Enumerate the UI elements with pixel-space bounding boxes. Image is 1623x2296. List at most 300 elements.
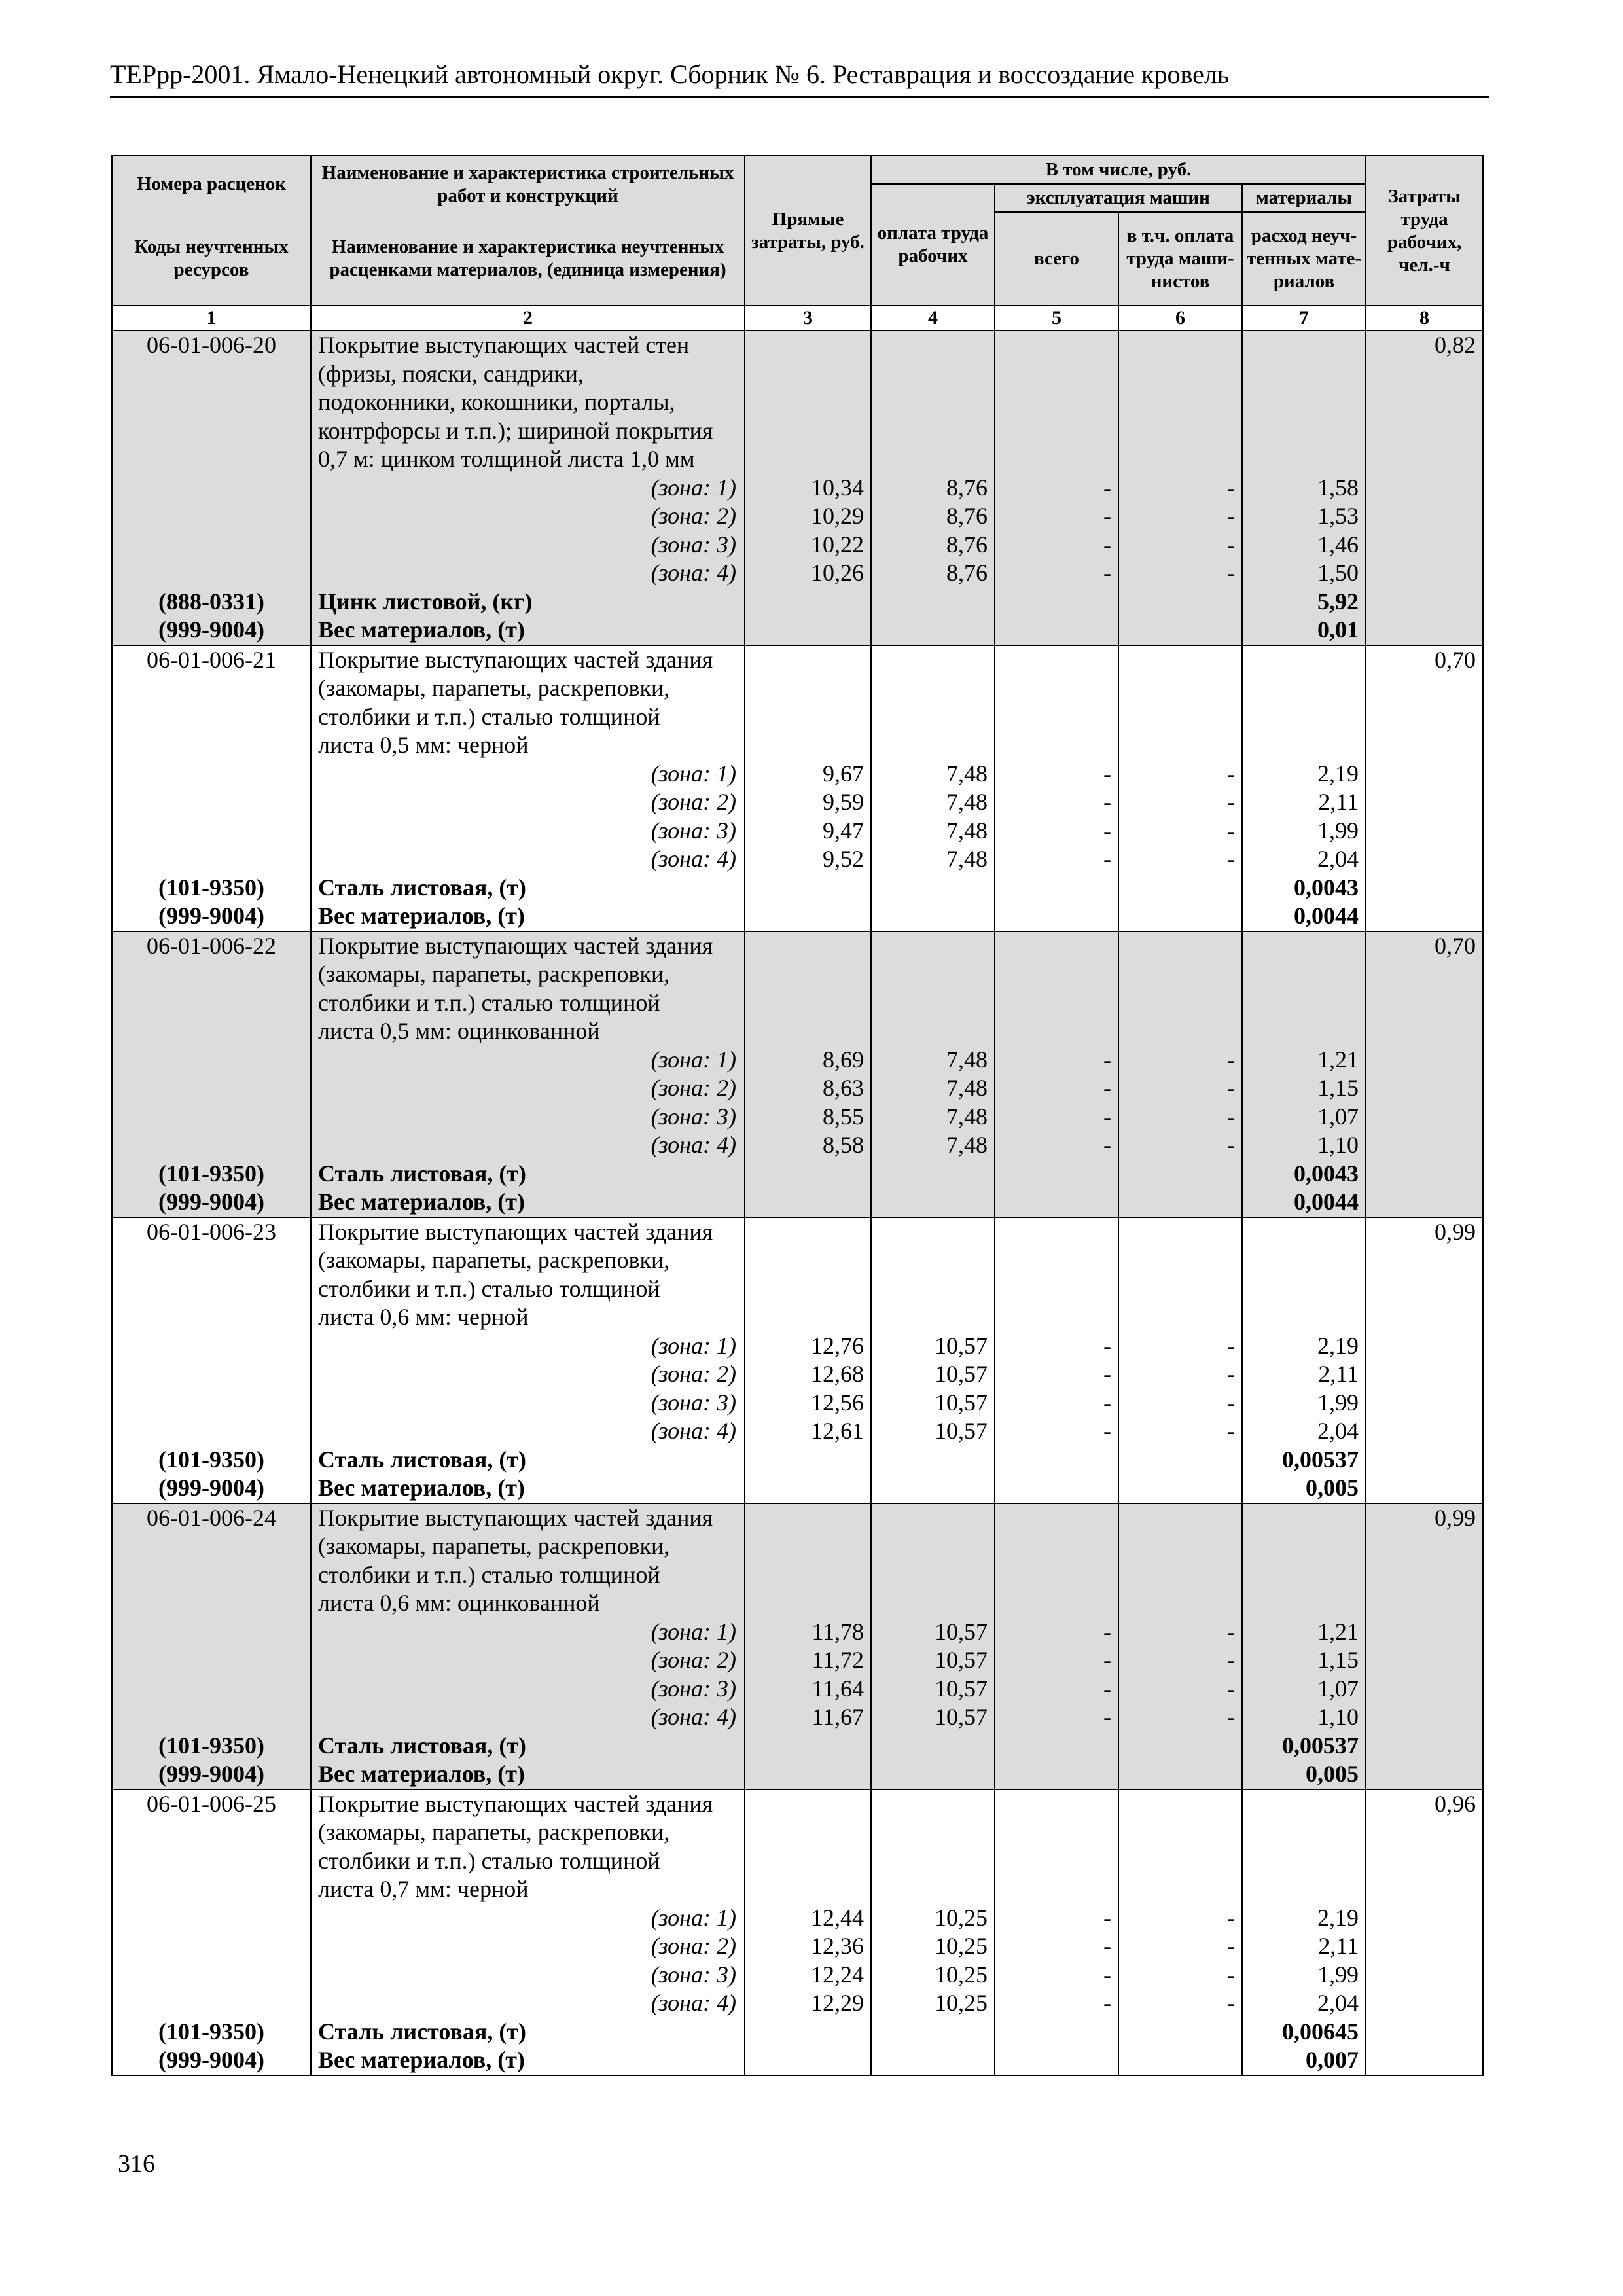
blank-line <box>872 1847 994 1876</box>
worker-pay-value: 8,76 <box>946 503 988 529</box>
worker-pay-value: 10,25 <box>935 1904 988 1931</box>
blank-line <box>113 731 310 760</box>
machinist-pay-value: - <box>1227 1618 1235 1645</box>
resource-quantity: 0,005 <box>1306 1475 1359 1501</box>
machinist-pay-value: - <box>1227 1933 1235 1959</box>
worker-pay-cell <box>871 1217 995 1503</box>
blank-line <box>1119 1017 1241 1046</box>
blank-line <box>745 1589 870 1618</box>
machines-value: - <box>1103 503 1111 529</box>
rate-code-cell <box>112 645 311 931</box>
blank-line <box>872 960 994 989</box>
rate-code-cell <box>112 1217 311 1503</box>
blank-line <box>745 1532 870 1561</box>
materials-value: 1,21 <box>1317 1046 1359 1073</box>
blank-line <box>995 588 1118 617</box>
work-description-line: листа 0,5 мм: оцинкованной <box>318 1018 600 1044</box>
direct-cost-cell <box>745 645 871 931</box>
resource-name: Сталь листовая, (т) <box>318 874 527 901</box>
machinist-pay-cell <box>1118 1217 1242 1503</box>
blank-line <box>995 1561 1118 1590</box>
blank-line <box>113 1046 310 1075</box>
resource-code: (101-9350) <box>158 1446 264 1473</box>
blank-line <box>872 1760 994 1789</box>
blank-line <box>1119 445 1241 474</box>
blank-line <box>1119 1732 1241 1761</box>
blank-line <box>1119 674 1241 703</box>
materials-cell <box>1242 331 1366 645</box>
blank-line <box>995 1188 1118 1217</box>
direct-cost-value: 12,76 <box>811 1332 864 1359</box>
work-description-line: 0,7 м: цинком толщиной листа 1,0 мм <box>318 446 695 472</box>
blank-line <box>1243 1275 1365 1304</box>
machines-value: - <box>1103 1933 1111 1959</box>
machinist-pay-value: - <box>1227 1361 1235 1387</box>
machinist-pay-cell <box>1118 1789 1242 2075</box>
blank-line <box>1243 1818 1365 1847</box>
work-description-line: (закомары, парапеты, раскреповки, <box>318 961 670 987</box>
direct-cost-value: 8,55 <box>823 1103 864 1130</box>
blank-line <box>1119 1188 1241 1217</box>
machinist-pay-value: - <box>1227 474 1235 501</box>
materials-value: 1,10 <box>1317 1132 1359 1158</box>
blank-line <box>872 674 994 703</box>
blank-line <box>113 1589 310 1618</box>
zone-label: (зона: 4) <box>651 1132 736 1158</box>
blank-line <box>872 2018 994 2047</box>
blank-line <box>872 1504 994 1533</box>
blank-line <box>1119 1504 1241 1533</box>
machinist-pay-value: - <box>1227 560 1235 586</box>
table-body <box>112 331 1483 2075</box>
zone-label: (зона: 3) <box>651 1961 736 1988</box>
worker-pay-value: 7,48 <box>946 1132 988 1158</box>
blank-line <box>1243 1532 1365 1561</box>
worker-pay-value: 10,25 <box>935 1990 988 2016</box>
work-description-line: Покрытие выступающих частей стен <box>318 332 690 358</box>
direct-cost-value: 8,58 <box>823 1132 864 1158</box>
blank-line <box>113 760 310 789</box>
blank-line <box>1119 1760 1241 1789</box>
worker-pay-value: 10,57 <box>935 1332 988 1359</box>
materials-value: 2,19 <box>1317 1904 1359 1931</box>
rate-code-cell <box>112 1503 311 1789</box>
materials-value: 2,04 <box>1317 1418 1359 1444</box>
resource-name: Сталь листовая, (т) <box>318 1446 527 1473</box>
blank-line <box>745 2018 870 2047</box>
machines-value: - <box>1103 817 1111 844</box>
work-description-line: подоконники, кокошники, порталы, <box>318 389 675 415</box>
blank-line <box>113 788 310 817</box>
header-labor-costs: Затраты труда рабочих, чел.-ч <box>1366 156 1483 306</box>
blank-line <box>113 1904 310 1933</box>
blank-line <box>745 1760 870 1789</box>
materials-value: 1,50 <box>1317 560 1359 586</box>
blank-line <box>1119 1446 1241 1475</box>
labor-cost-value: 0,82 <box>1435 332 1476 358</box>
blank-line <box>113 1360 310 1389</box>
blank-line <box>872 932 994 961</box>
work-description-line: листа 0,7 мм: черной <box>318 1876 529 1902</box>
header-rule <box>110 96 1489 98</box>
machinist-pay-value: - <box>1227 1046 1235 1073</box>
blank-line <box>872 1790 994 1819</box>
blank-line <box>745 616 870 645</box>
blank-line <box>113 1389 310 1418</box>
machines-value: - <box>1103 1132 1111 1158</box>
blank-line <box>872 1446 994 1475</box>
zone-label: (зона: 1) <box>651 1904 736 1931</box>
direct-cost-value: 9,67 <box>823 760 864 787</box>
column-number: 8 <box>1366 306 1483 331</box>
blank-line <box>1119 703 1241 732</box>
blank-line <box>872 1561 994 1590</box>
resource-name: Цинк листовой, (кг) <box>318 588 533 615</box>
machines-value: - <box>1103 1389 1111 1416</box>
direct-cost-value: 11,67 <box>812 1704 864 1730</box>
resource-code: (999-9004) <box>158 617 264 643</box>
blank-line <box>1119 646 1241 675</box>
blank-line <box>1243 989 1365 1018</box>
machines-cell <box>995 331 1118 645</box>
blank-line <box>745 646 870 675</box>
materials-cell <box>1242 931 1366 1217</box>
header-materials-group: материалы <box>1242 184 1366 212</box>
machines-value: - <box>1103 1361 1111 1387</box>
blank-line <box>1119 1847 1241 1876</box>
blank-line <box>995 1303 1118 1332</box>
blank-line <box>113 845 310 874</box>
rate-code: 06-01-006-25 <box>147 1790 276 1817</box>
work-description-line: (закомары, парапеты, раскреповки, <box>318 1819 670 1845</box>
blank-line <box>745 731 870 760</box>
labor-cost-value: 0,99 <box>1435 1504 1476 1531</box>
worker-pay-value: 7,48 <box>946 846 988 872</box>
worker-pay-value: 10,57 <box>935 1618 988 1645</box>
resource-quantity: 0,0043 <box>1294 1160 1359 1187</box>
blank-line <box>113 703 310 732</box>
blank-line <box>1243 960 1365 989</box>
direct-cost-value: 12,44 <box>811 1904 864 1931</box>
blank-line <box>745 331 870 360</box>
rate-code: 06-01-006-24 <box>147 1504 276 1531</box>
machines-value: - <box>1103 1675 1111 1702</box>
direct-cost-cell <box>745 1217 871 1503</box>
materials-value: 1,99 <box>1317 817 1359 844</box>
blank-line <box>872 1732 994 1761</box>
work-description-line: столбики и т.п.) сталью толщиной <box>318 703 660 730</box>
direct-cost-value: 12,61 <box>811 1418 864 1444</box>
machines-value: - <box>1103 1103 1111 1130</box>
column-number: 1 <box>112 306 311 331</box>
labor-cost-value: 0,96 <box>1435 1790 1476 1817</box>
blank-line <box>995 646 1118 675</box>
work-description-line: листа 0,6 мм: черной <box>318 1304 529 1330</box>
blank-line <box>872 616 994 645</box>
direct-cost-value: 11,72 <box>812 1647 864 1673</box>
blank-line <box>745 1732 870 1761</box>
worker-pay-value: 8,76 <box>946 474 988 501</box>
machinist-pay-value: - <box>1227 1103 1235 1130</box>
blank-line <box>1119 1303 1241 1332</box>
labor-cost-cell <box>1366 331 1483 645</box>
blank-line <box>1119 989 1241 1018</box>
blank-line <box>1119 932 1241 961</box>
blank-line <box>745 2046 870 2075</box>
zone-label: (зона: 3) <box>651 531 736 558</box>
resource-code: (999-9004) <box>158 1189 264 1215</box>
work-description-line: (закомары, парапеты, раскреповки, <box>318 675 670 701</box>
materials-value: 1,07 <box>1317 1675 1359 1702</box>
rate-code-cell <box>112 931 311 1217</box>
blank-line <box>745 1504 870 1533</box>
blank-line <box>113 674 310 703</box>
resource-quantity: 0,00537 <box>1282 1732 1359 1759</box>
header-name-title: Наименование и характеристика строительных работ и конструкций <box>311 156 745 212</box>
work-description-line: (фризы, пояски, сандрики, <box>318 360 584 387</box>
blank-line <box>113 1246 310 1275</box>
description-cell <box>311 645 745 931</box>
blank-line <box>995 1818 1118 1847</box>
blank-line <box>745 360 870 389</box>
materials-value: 1,99 <box>1317 1389 1359 1416</box>
blank-line <box>995 703 1118 732</box>
machinist-pay-cell <box>1118 645 1242 931</box>
resource-quantity: 0,00645 <box>1282 2018 1359 2045</box>
worker-pay-value: 8,76 <box>946 560 988 586</box>
blank-line <box>745 417 870 446</box>
blank-line <box>745 1275 870 1304</box>
machines-cell <box>995 931 1118 1217</box>
machinist-pay-value: - <box>1227 1389 1235 1416</box>
blank-line <box>745 1017 870 1046</box>
blank-line <box>113 1818 310 1847</box>
worker-pay-value: 7,48 <box>946 789 988 815</box>
worker-pay-value: 8,76 <box>946 531 988 558</box>
materials-value: 2,11 <box>1318 1361 1359 1387</box>
header-including: В том числе, руб. <box>871 156 1366 184</box>
blank-line <box>995 1589 1118 1618</box>
worker-pay-cell <box>871 1789 995 2075</box>
blank-line <box>1243 417 1365 446</box>
blank-line <box>1243 731 1365 760</box>
blank-line <box>745 1561 870 1590</box>
blank-line <box>872 902 994 931</box>
resource-name: Вес материалов, (т) <box>318 2047 525 2073</box>
blank-line <box>1243 1589 1365 1618</box>
work-description-line: Покрытие выступающих частей здания <box>318 1790 713 1817</box>
page-number: 316 <box>118 2150 155 2178</box>
zone-label: (зона: 4) <box>651 560 736 586</box>
worker-pay-value: 7,48 <box>946 1046 988 1073</box>
blank-line <box>113 388 310 417</box>
blank-line <box>995 902 1118 931</box>
direct-cost-value: 8,63 <box>823 1075 864 1101</box>
zone-label: (зона: 3) <box>651 817 736 844</box>
machines-value: - <box>1103 1418 1111 1444</box>
blank-line <box>745 1847 870 1876</box>
worker-pay-value: 10,57 <box>935 1361 988 1387</box>
worker-pay-value: 7,48 <box>946 760 988 787</box>
machines-value: - <box>1103 1904 1111 1931</box>
blank-line <box>995 1847 1118 1876</box>
blank-line <box>745 1218 870 1247</box>
blank-line <box>1243 703 1365 732</box>
direct-cost-value: 11,64 <box>812 1675 864 1702</box>
machines-value: - <box>1103 1618 1111 1645</box>
machines-value: - <box>1103 531 1111 558</box>
work-description-line: столбики и т.п.) сталью толщиной <box>318 989 660 1016</box>
blank-line <box>1119 1875 1241 1904</box>
blank-line <box>872 588 994 617</box>
machinist-pay-value: - <box>1227 1904 1235 1931</box>
blank-line <box>113 1961 310 1990</box>
blank-line <box>1119 960 1241 989</box>
resource-name: Вес материалов, (т) <box>318 1189 525 1215</box>
direct-cost-value: 12,68 <box>811 1361 864 1387</box>
resource-code: (101-9350) <box>158 2018 264 2045</box>
rate-code: 06-01-006-21 <box>147 646 276 673</box>
blank-line <box>872 360 994 389</box>
column-number: 5 <box>995 306 1118 331</box>
work-description-line: столбики и т.п.) сталью толщиной <box>318 1561 660 1588</box>
blank-line <box>1243 1303 1365 1332</box>
resource-quantity: 0,01 <box>1317 617 1359 643</box>
worker-pay-cell <box>871 645 995 931</box>
machinist-pay-value: - <box>1227 531 1235 558</box>
blank-line <box>113 1875 310 1904</box>
blank-line <box>113 559 310 588</box>
work-description-line: Покрытие выступающих частей здания <box>318 646 713 673</box>
blank-line <box>872 1818 994 1847</box>
blank-line <box>745 1818 870 1847</box>
machines-cell <box>995 1503 1118 1789</box>
blank-line <box>113 1847 310 1876</box>
machines-cell <box>995 645 1118 931</box>
direct-cost-value: 9,47 <box>823 817 864 844</box>
blank-line <box>995 2046 1118 2075</box>
zone-label: (зона: 4) <box>651 1418 736 1444</box>
header-machines-total: всего <box>995 212 1118 306</box>
machines-value: - <box>1103 474 1111 501</box>
machinist-pay-value: - <box>1227 1132 1235 1158</box>
zone-label: (зона: 2) <box>651 1933 736 1959</box>
blank-line <box>745 1790 870 1819</box>
blank-line <box>872 731 994 760</box>
resource-name: Вес материалов, (т) <box>318 617 525 643</box>
blank-line <box>1243 388 1365 417</box>
zone-label: (зона: 3) <box>651 1389 736 1416</box>
blank-line <box>113 1675 310 1704</box>
blank-line <box>995 445 1118 474</box>
blank-line <box>113 1561 310 1590</box>
description-cell <box>311 931 745 1217</box>
header-resource-codes: Коды неучтенных ресурсов <box>112 212 311 306</box>
direct-cost-value: 12,24 <box>811 1961 864 1988</box>
machinist-pay-value: - <box>1227 1961 1235 1988</box>
zone-label: (зона: 2) <box>651 1647 736 1673</box>
machines-value: - <box>1103 789 1111 815</box>
worker-pay-value: 10,57 <box>935 1418 988 1444</box>
direct-cost-cell <box>745 331 871 645</box>
blank-line <box>113 1074 310 1103</box>
direct-cost-value: 11,78 <box>812 1618 864 1645</box>
worker-pay-value: 10,57 <box>935 1675 988 1702</box>
direct-cost-value: 10,26 <box>811 560 864 586</box>
blank-line <box>1119 2046 1241 2075</box>
blank-line <box>113 1103 310 1132</box>
blank-line <box>113 1989 310 2018</box>
blank-line <box>113 1646 310 1675</box>
work-description-line: (закомары, парапеты, раскреповки, <box>318 1247 670 1273</box>
blank-line <box>1119 1589 1241 1618</box>
blank-line <box>113 817 310 846</box>
blank-line <box>113 1303 310 1332</box>
work-description-line: листа 0,6 мм: оцинкованной <box>318 1590 600 1616</box>
resource-code: (101-9350) <box>158 874 264 901</box>
blank-line <box>1119 731 1241 760</box>
blank-line <box>1243 1017 1365 1046</box>
blank-line <box>995 616 1118 645</box>
blank-line <box>872 1218 994 1247</box>
materials-cell <box>1242 1217 1366 1503</box>
zone-label: (зона: 3) <box>651 1675 736 1702</box>
materials-value: 2,19 <box>1317 760 1359 787</box>
blank-line <box>745 874 870 903</box>
direct-cost-value: 10,22 <box>811 531 864 558</box>
blank-line <box>1119 588 1241 617</box>
direct-cost-cell <box>745 1789 871 2075</box>
materials-cell <box>1242 1789 1366 2075</box>
machines-value: - <box>1103 1075 1111 1101</box>
rate-code: 06-01-006-22 <box>147 932 276 959</box>
column-number: 4 <box>871 306 995 331</box>
blank-line <box>1119 1532 1241 1561</box>
direct-cost-value: 10,34 <box>811 474 864 501</box>
machinist-pay-cell <box>1118 931 1242 1217</box>
zone-label: (зона: 1) <box>651 760 736 787</box>
materials-cell <box>1242 1503 1366 1789</box>
blank-line <box>995 1732 1118 1761</box>
blank-line <box>995 1532 1118 1561</box>
resource-code: (101-9350) <box>158 1160 264 1187</box>
resource-code: (888-0331) <box>158 588 264 615</box>
blank-line <box>995 1446 1118 1475</box>
blank-line <box>995 360 1118 389</box>
blank-line <box>995 1160 1118 1189</box>
blank-line <box>1243 646 1365 675</box>
zone-label: (зона: 2) <box>651 503 736 529</box>
machines-value: - <box>1103 560 1111 586</box>
blank-line <box>113 360 310 389</box>
blank-line <box>745 1474 870 1503</box>
worker-pay-value: 10,57 <box>935 1647 988 1673</box>
header-machines-group: эксплуатация машин <box>995 184 1242 212</box>
materials-value: 1,07 <box>1317 1103 1359 1130</box>
materials-value: 1,99 <box>1317 1961 1359 1988</box>
machines-value: - <box>1103 1990 1111 2016</box>
zone-label: (зона: 3) <box>651 1103 736 1130</box>
blank-line <box>1119 1474 1241 1503</box>
machinist-pay-cell <box>1118 331 1242 645</box>
zone-label: (зона: 4) <box>651 846 736 872</box>
blank-line <box>745 989 870 1018</box>
machines-value: - <box>1103 1332 1111 1359</box>
blank-line <box>872 1246 994 1275</box>
blank-line <box>113 1532 310 1561</box>
blank-line <box>745 1160 870 1189</box>
worker-pay-cell <box>871 1503 995 1789</box>
